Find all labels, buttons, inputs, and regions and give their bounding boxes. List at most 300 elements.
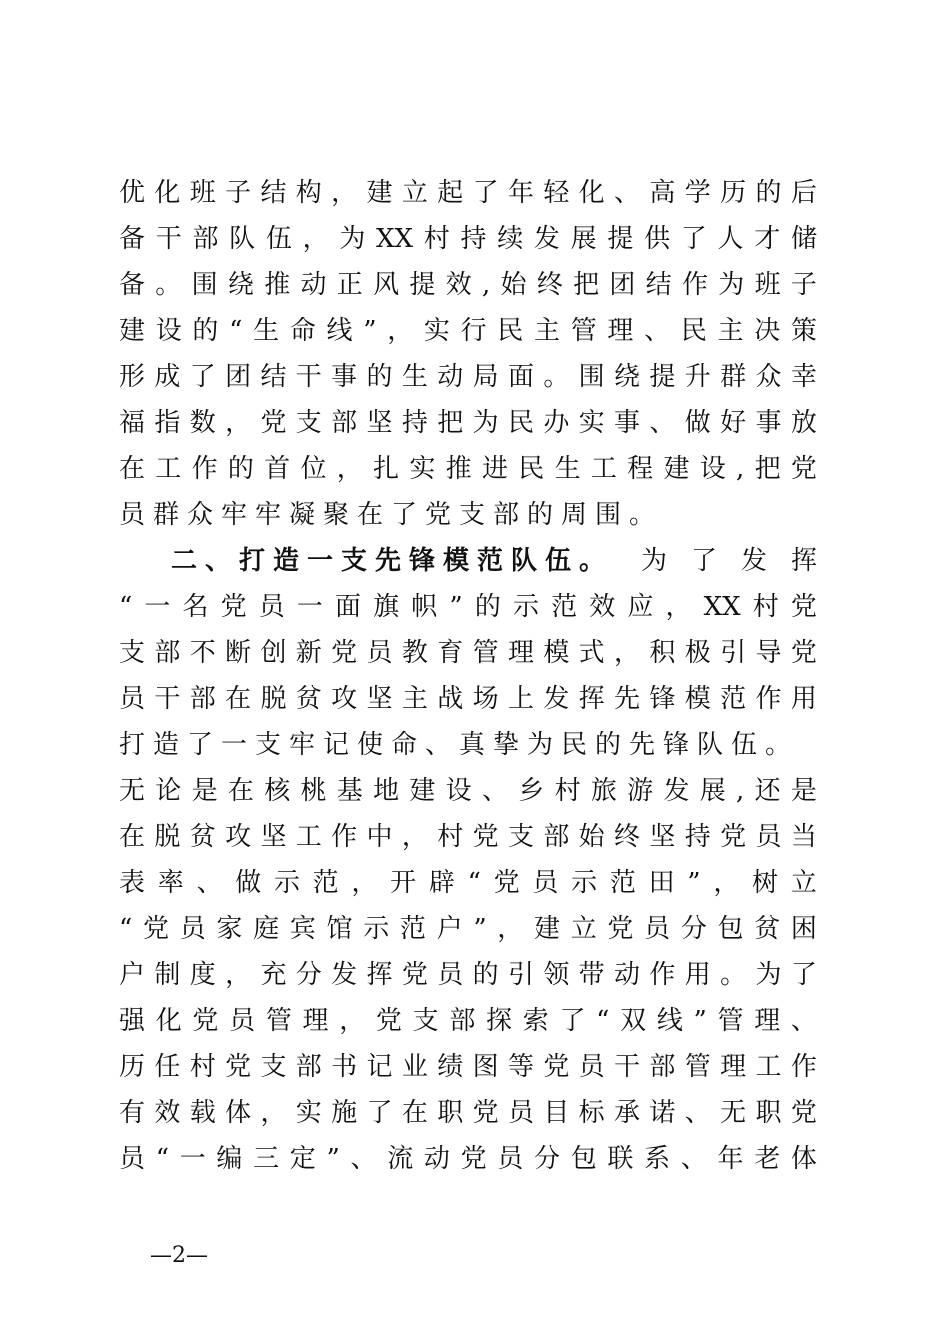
glyph: 贫 (189, 822, 216, 852)
glyph: ， (336, 454, 363, 484)
text-line (119, 262, 817, 308)
glyph: 建 (663, 454, 690, 484)
glyph: 党 (790, 454, 817, 484)
glyph: 联 (607, 1144, 634, 1174)
glyph: 团 (225, 362, 252, 392)
glyph: 才 (754, 224, 781, 254)
glyph: 宾 (289, 914, 316, 944)
glyph: 民 (507, 408, 534, 438)
glyph: “ (119, 592, 133, 622)
glyph: 党 (790, 592, 817, 622)
glyph: 度 (189, 960, 216, 990)
glyph: “ (596, 1006, 610, 1036)
glyph: 村 (752, 592, 779, 622)
glyph: 实 (578, 408, 605, 438)
glyph: 员 (366, 638, 393, 668)
glyph: 坚 (366, 684, 393, 714)
text-line (119, 814, 817, 860)
glyph: 育 (437, 638, 464, 668)
glyph: 上 (507, 684, 534, 714)
glyph: 部 (295, 1052, 322, 1082)
glyph: 一 (144, 592, 171, 622)
glyph: 展 (699, 776, 726, 806)
glyph: 形 (119, 362, 146, 392)
glyph: 做 (235, 868, 262, 898)
glyph: 储 (790, 224, 817, 254)
glyph: 挥 (578, 684, 605, 714)
glyph: 备 (119, 270, 146, 300)
glyph: 员 (119, 684, 146, 714)
glyph: 化 (155, 1006, 182, 1036)
glyph: 管 (472, 638, 499, 668)
text-line (119, 584, 817, 630)
glyph: 在 (119, 822, 146, 852)
glyph: 基 (336, 776, 363, 806)
glyph: 设 (445, 776, 472, 806)
glyph: 庭 (253, 914, 280, 944)
glyph: 教 (401, 638, 428, 668)
glyph: 坚 (260, 822, 287, 852)
glyph: 员 (258, 592, 285, 622)
glyph: 备 (119, 224, 146, 254)
glyph: 动 (437, 362, 464, 392)
glyph: 索 (522, 1006, 549, 1036)
glyph: 员 (644, 914, 671, 944)
glyph: 、 (790, 1006, 817, 1036)
glyph: 党 (472, 1098, 499, 1128)
glyph: 为 (755, 960, 782, 990)
glyph: 在 (227, 776, 254, 806)
glyph: ” (363, 316, 377, 346)
glyph: 党 (260, 408, 287, 438)
glyph: 用 (790, 684, 817, 714)
glyph: 领 (543, 960, 570, 990)
glyph: 脱 (260, 684, 287, 714)
glyph: 把 (573, 270, 600, 300)
glyph: 示 (363, 914, 390, 944)
glyph: 的 (227, 454, 254, 484)
glyph: 众 (755, 362, 782, 392)
glyph: 断 (225, 638, 252, 668)
glyph: 体 (225, 1098, 252, 1128)
glyph: 员 (532, 868, 559, 898)
glyph: 支 (119, 638, 146, 668)
glyph: 作 (331, 822, 358, 852)
glyph: 、 (684, 1098, 711, 1128)
glyph: 帜 (411, 592, 438, 622)
glyph: 分 (295, 960, 322, 990)
glyph: 游 (627, 776, 654, 806)
glyph: 。 (155, 270, 182, 300)
glyph: 主 (717, 316, 744, 346)
glyph: 工 (755, 1052, 782, 1082)
text-line (119, 216, 817, 262)
glyph: 班 (189, 178, 216, 208)
glyph: 作 (682, 270, 709, 300)
glyph: 了 (189, 362, 216, 392)
glyph: 党 (220, 592, 247, 622)
glyph: ， (497, 914, 524, 944)
glyph: 化 (154, 178, 181, 208)
glyph: 高 (649, 178, 676, 208)
glyph: 理 (302, 1006, 329, 1036)
glyph: 事 (331, 362, 358, 392)
glyph: 攻 (225, 822, 252, 852)
section-heading: 二、打造一支先锋模范队伍。 (171, 546, 614, 576)
glyph: 位 (300, 454, 327, 484)
glyph: 范 (720, 684, 747, 714)
glyph: 发 (533, 224, 560, 254)
glyph: 事 (614, 408, 641, 438)
glyph: 历 (119, 1052, 146, 1082)
glyph: 动 (614, 960, 641, 990)
glyph: ” (449, 592, 463, 622)
glyph: 始 (578, 822, 605, 852)
glyph: 户 (436, 914, 463, 944)
glyph: 历 (720, 178, 747, 208)
glyph: 管 (570, 316, 597, 346)
glyph: 新 (295, 638, 322, 668)
text-line (119, 1044, 817, 1090)
glyph: ， (225, 408, 252, 438)
glyph: “ (119, 914, 133, 944)
glyph: 支 (295, 408, 322, 438)
glyph: 为 (339, 224, 366, 254)
glyph: 构 (295, 178, 322, 208)
glyph: 绕 (614, 362, 641, 392)
glyph: 示 (512, 592, 539, 622)
glyph: 部 (189, 684, 216, 714)
glyph: 理 (507, 638, 534, 668)
glyph: 范 (399, 914, 426, 944)
glyph: 、 (350, 1144, 377, 1174)
glyph: 好 (720, 408, 747, 438)
glyph: 干 (614, 1052, 641, 1082)
glyph: 辟 (428, 868, 455, 898)
glyph: 始 (500, 270, 527, 300)
text-line (119, 354, 817, 400)
glyph: “ (229, 316, 243, 346)
glyph: 标 (578, 1098, 605, 1128)
glyph: 贫 (295, 684, 322, 714)
glyph: 困 (790, 914, 817, 944)
glyph: 了 (559, 1006, 586, 1036)
text-line: 打造了一支牢记使命、真挚为民的先锋队伍。 (119, 730, 800, 760)
glyph: 作 (755, 684, 782, 714)
glyph: 党 (375, 1006, 402, 1036)
glyph: 应 (627, 592, 654, 622)
glyph: 党 (790, 638, 817, 668)
glyph: 伍 (265, 224, 292, 254)
glyph: 年 (717, 1144, 744, 1174)
glyph: 发 (740, 546, 767, 576)
glyph: 。 (720, 960, 747, 990)
glyph: 班 (754, 270, 781, 300)
glyph: 党 (142, 914, 169, 944)
glyph: ， (713, 868, 740, 898)
glyph: 积 (649, 638, 676, 668)
glyph: 员 (119, 1144, 146, 1174)
glyph: 管 (684, 1052, 711, 1082)
glyph: 绩 (437, 1052, 464, 1082)
glyph: 子 (790, 270, 817, 300)
glyph: 面 (335, 592, 362, 622)
glyph: 馆 (326, 914, 353, 944)
glyph: 员 (578, 1052, 605, 1082)
text-line (119, 768, 817, 814)
glyph: 理 (754, 1006, 781, 1036)
glyph: XX (703, 592, 741, 622)
glyph: , (736, 776, 745, 806)
glyph: 员 (179, 914, 206, 944)
glyph: 无 (119, 776, 146, 806)
glyph: 提 (649, 362, 676, 392)
glyph: 包 (570, 1144, 597, 1174)
glyph: 是 (191, 776, 218, 806)
glyph: 记 (366, 1052, 393, 1082)
glyph: 围 (578, 362, 605, 392)
glyph: 先 (614, 684, 641, 714)
glyph: 村 (189, 1052, 216, 1082)
glyph: 做 (684, 408, 711, 438)
glyph: 终 (536, 270, 563, 300)
glyph: 载 (189, 1098, 216, 1128)
glyph: 办 (543, 408, 570, 438)
glyph: 在 (401, 1098, 428, 1128)
glyph: 范 (551, 592, 578, 622)
glyph: 供 (644, 224, 671, 254)
glyph: 了 (680, 224, 707, 254)
glyph: 的 (192, 316, 219, 346)
glyph: 在 (225, 684, 252, 714)
glyph: 党 (790, 1098, 817, 1128)
glyph: 为 (718, 270, 745, 300)
glyph: 战 (437, 684, 464, 714)
glyph: ， (225, 960, 252, 990)
glyph: 表 (119, 868, 146, 898)
glyph: 立 (790, 868, 817, 898)
glyph: 把 (754, 454, 781, 484)
glyph: 家 (216, 914, 243, 944)
text-line (119, 446, 817, 492)
glyph: 老 (754, 1144, 781, 1174)
glyph: 定 (289, 1144, 316, 1174)
glyph: 民 (680, 316, 707, 346)
glyph: 工 (295, 822, 322, 852)
glyph: 党 (331, 638, 358, 668)
glyph: 任 (154, 1052, 181, 1082)
glyph: 施 (331, 1098, 358, 1128)
glyph: 生 (253, 316, 280, 346)
glyph: 建 (409, 776, 436, 806)
glyph: 体 (790, 1144, 817, 1174)
glyph: 论 (155, 776, 182, 806)
text-line (119, 1136, 817, 1182)
glyph: 导 (755, 638, 782, 668)
glyph: 设 (699, 454, 726, 484)
glyph: , (481, 270, 491, 300)
glyph: 作 (191, 454, 218, 484)
glyph: ， (331, 178, 358, 208)
glyph: 作 (790, 1052, 817, 1082)
glyph: 员 (229, 1006, 256, 1036)
glyph: 、 (481, 776, 508, 806)
text-line: 员群众牢牢凝聚在了党支部的周围。 (119, 500, 664, 530)
glyph: 发 (663, 776, 690, 806)
glyph: 团 (609, 270, 636, 300)
glyph: 带 (578, 960, 605, 990)
glyph: 不 (189, 638, 216, 668)
glyph: 党 (192, 1006, 219, 1036)
glyph: 无 (720, 1098, 747, 1128)
glyph: ” (326, 1144, 340, 1174)
glyph: 开 (390, 868, 417, 898)
text-line (119, 860, 817, 906)
glyph: 党 (543, 1052, 570, 1082)
glyph: 锋 (649, 684, 676, 714)
glyph: 强 (119, 1006, 146, 1036)
glyph: 员 (755, 822, 782, 852)
glyph: 、 (644, 316, 671, 346)
glyph: 续 (497, 224, 524, 254)
glyph: 实 (423, 316, 450, 346)
glyph: 队 (229, 224, 256, 254)
page-number: —2— (150, 1243, 208, 1268)
glyph: 地 (373, 776, 400, 806)
glyph: 实 (295, 1098, 322, 1128)
glyph: 职 (437, 1098, 464, 1128)
glyph: 挥 (790, 546, 817, 576)
text-line (119, 676, 817, 722)
glyph: 子 (225, 178, 252, 208)
glyph: 局 (472, 362, 499, 392)
glyph: 命 (289, 316, 316, 346)
glyph: 编 (216, 1144, 243, 1174)
glyph: 立 (570, 914, 597, 944)
glyph: 极 (684, 638, 711, 668)
glyph: 干 (295, 362, 322, 392)
glyph: 旅 (590, 776, 617, 806)
glyph: 展 (570, 224, 597, 254)
glyph: 年 (507, 178, 534, 208)
glyph: 桃 (300, 776, 327, 806)
glyph: 进 (481, 454, 508, 484)
glyph: 推 (264, 270, 291, 300)
glyph: 为 (641, 546, 668, 576)
glyph: 效 (589, 592, 616, 622)
glyph: 分 (680, 914, 707, 944)
glyph: ， (339, 1006, 366, 1036)
glyph: 主 (534, 316, 561, 346)
glyph: 工 (155, 454, 182, 484)
glyph: 部 (649, 1052, 676, 1082)
glyph: 在 (119, 454, 146, 484)
text-line (119, 1090, 817, 1136)
glyph: 、 (614, 178, 641, 208)
text-line (119, 906, 817, 952)
glyph: ， (260, 1098, 287, 1128)
glyph: 目 (543, 1098, 570, 1128)
glyph: 示 (273, 868, 300, 898)
glyph: 的 (472, 960, 499, 990)
glyph: 员 (497, 1144, 524, 1174)
glyph: 结 (645, 270, 672, 300)
glyph: 还 (754, 776, 781, 806)
glyph: 的 (474, 592, 501, 622)
glyph: XX (376, 224, 414, 254)
glyph: ， (665, 592, 692, 622)
glyph: “ (155, 1144, 169, 1174)
glyph: 的 (366, 362, 393, 392)
glyph: 脱 (154, 822, 181, 852)
glyph: 党 (401, 960, 428, 990)
text-line (119, 998, 817, 1044)
glyph: 。 (543, 362, 570, 392)
glyph: 动 (423, 1144, 450, 1174)
glyph: 名 (182, 592, 209, 622)
section-heading-line (119, 538, 817, 584)
glyph: 树 (752, 868, 779, 898)
glyph: 正 (336, 270, 363, 300)
glyph: 支 (412, 1006, 439, 1036)
glyph: 事 (755, 408, 782, 438)
glyph: 干 (155, 224, 182, 254)
glyph: 模 (684, 684, 711, 714)
glyph: 结 (260, 362, 287, 392)
glyph: 生 (554, 454, 581, 484)
glyph: 分 (534, 1144, 561, 1174)
glyph: 建 (366, 178, 393, 208)
glyph: 起 (437, 178, 464, 208)
glyph: ” (687, 868, 701, 898)
glyph: 一 (179, 1144, 206, 1174)
glyph: 流 (387, 1144, 414, 1174)
glyph: 部 (543, 822, 570, 852)
glyph: 当 (790, 822, 817, 852)
glyph: 一 (296, 592, 323, 622)
glyph: ” (693, 1006, 707, 1036)
glyph: 范 (609, 868, 636, 898)
glyph: 线 (326, 316, 353, 346)
glyph: 设 (155, 316, 182, 346)
glyph: 部 (154, 638, 181, 668)
text-line (119, 630, 817, 676)
glyph: 推 (445, 454, 472, 484)
glyph: 扎 (373, 454, 400, 484)
glyph: 部 (192, 224, 219, 254)
glyph: 风 (373, 270, 400, 300)
text-line (119, 308, 817, 354)
glyph: 充 (260, 960, 287, 990)
glyph: “ (467, 868, 481, 898)
glyph: 包 (717, 914, 744, 944)
glyph: 诺 (649, 1098, 676, 1128)
glyph: 首 (264, 454, 291, 484)
text-line (119, 170, 817, 216)
glyph: 了 (366, 1098, 393, 1128)
glyph: 党 (225, 1052, 252, 1082)
glyph: 理 (607, 316, 634, 346)
glyph: 持 (401, 408, 428, 438)
glyph: 数 (189, 408, 216, 438)
glyph: 系 (644, 1144, 671, 1174)
text-line (119, 400, 817, 446)
glyph: 旗 (373, 592, 400, 622)
glyph: 贫 (754, 914, 781, 944)
glyph: 乡 (518, 776, 545, 806)
glyph: 田 (648, 868, 675, 898)
glyph: 升 (684, 362, 711, 392)
